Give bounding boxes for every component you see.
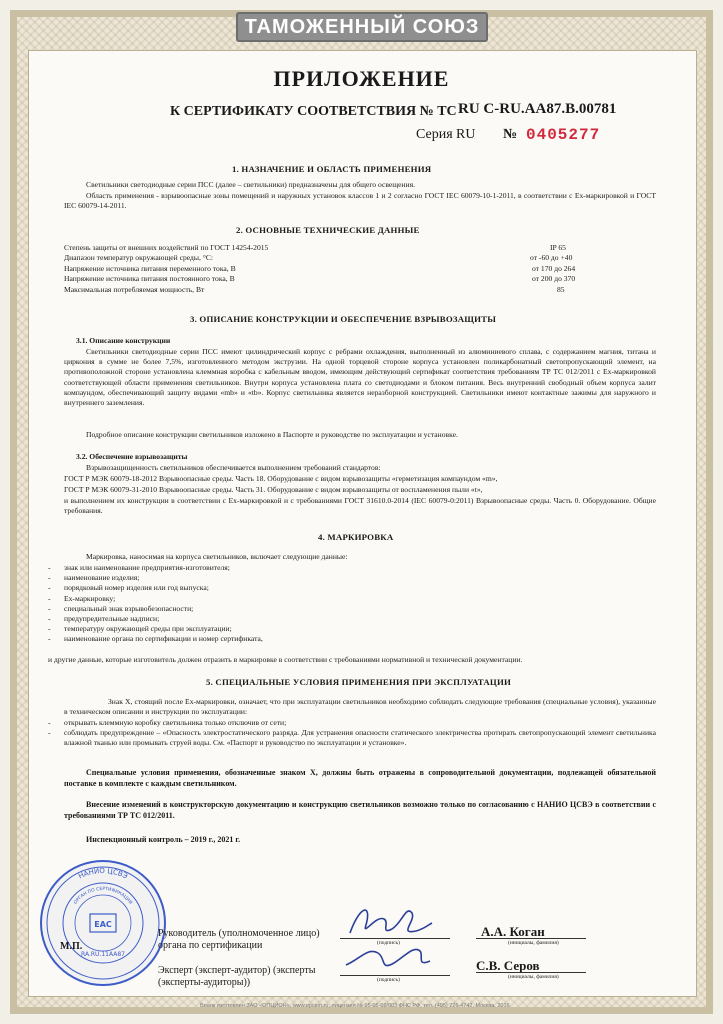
- tech-row-value: от -60 до +40: [530, 253, 573, 263]
- expert-signature-line: [340, 975, 450, 976]
- number-symbol: №: [503, 127, 518, 142]
- customs-union-banner: ТАМОЖЕННЫЙ СОЮЗ: [236, 12, 488, 42]
- head-name: А.А. Коган: [481, 924, 545, 939]
- tech-data-table: [64, 243, 656, 295]
- section-3-paragraph-6: и выполнением их конструкции в соответствии с Ex-маркировкой и с требованиями ГОСТ 31610.0-2014 (IEC 60079-0:2011) Взрывоопасные среды. Часть 0. Оборудование. Общие требования.: [64, 496, 656, 516]
- tech-row: [64, 243, 656, 253]
- list-item: - соблюдать предупреждение – «Опасность электростатического разряда. Для устранения опасности статического электричества протирать светопропускающий элемент светильника влажной тканью или промывать струей воды. См. «Паспорт и руководство по эксплуатации и установке».: [48, 728, 656, 748]
- list-item: - знак или наименование предприятия-изготовителя;: [48, 563, 230, 572]
- list-item: - специальный знак взрывобезопасности;: [48, 603, 194, 613]
- certificate-subtitle: К СЕРТИФИКАТУ СООТВЕТСТВИЯ № ТС: [170, 104, 457, 119]
- list-item: - предупредительные надписи;: [48, 614, 160, 624]
- tech-row-value: от 170 до 264: [532, 263, 576, 273]
- tech-row-value: от 200 до 370: [532, 274, 576, 284]
- section-3-paragraph-2: Подробное описание конструкции светильников изложено в Паспорте и руководстве по эксплуатации и установке.: [86, 430, 458, 439]
- certification-stamp: [36, 856, 170, 990]
- expert-name-caption: (инициалы, фамилия): [508, 974, 559, 980]
- tech-row: [64, 274, 656, 284]
- expert-name-line: [476, 972, 586, 973]
- conditions-list: [48, 718, 656, 749]
- tech-row-value: IP 65: [550, 243, 566, 252]
- inspection-control: Инспекционный контроль – 2019 г., 2021 г.: [86, 835, 241, 844]
- tech-row: [64, 253, 656, 263]
- stamp-code: RA.RU.11AA87: [81, 951, 125, 958]
- series-label: Серия: [416, 127, 453, 142]
- section-1-paragraph-1: Светильники светодиодные серии ПСС (далее – светильники) предназначены для общего освещения.: [86, 180, 415, 189]
- section-2-heading: 2. ОСНОВНЫЕ ТЕХНИЧЕСКИЕ ДАННЫЕ: [236, 225, 420, 235]
- form-footer: Бланк изготовлен ЗАО «ОПЦИОН», www.opcion.ru, лицензия № 05-05-09/003 ФНС РФ, тел. (495) 726-4742, Москва, 2016: [200, 1003, 510, 1009]
- section-4-outro: и другие данные, которые изготовитель должен отразить в маркировке в соответствии с требованиями нормативной и технической документации.: [48, 655, 523, 664]
- section-3-heading: 3. ОПИСАНИЕ КОНСТРУКЦИИ И ОБЕСПЕЧЕНИЕ ВЗРЫВОЗАЩИТЫ: [190, 314, 497, 324]
- section-3-paragraph-4: ГОСТ Р МЭК 60079-18-2012 Взрывоопасные среды. Часть 18. Оборудование с видом взрывозащиты «герметизация компаундом «m»,: [64, 474, 498, 483]
- seal-place-label: М.П.: [60, 941, 83, 952]
- stamp-text: НАНИО ЦСВЭ: [77, 866, 129, 881]
- tech-row: [64, 264, 656, 274]
- list-item: - наименование изделия;: [48, 573, 140, 583]
- head-signature-line: [340, 938, 450, 939]
- tech-row-value: 85: [557, 284, 565, 294]
- tech-row-label: Максимальная потребляемая мощность, Вт: [64, 284, 205, 294]
- section-3-paragraph-5: ГОСТ Р МЭК 60079-31-2010 Взрывоопасные среды. Часть 31. Оборудование с видом взрывозащиты от воспламенения пыли «t»,: [64, 485, 483, 494]
- section-4-heading: 4. МАРКИРОВКА: [318, 532, 394, 542]
- list-item: - Ex-маркировку;: [48, 593, 116, 603]
- page-title: ПРИЛОЖЕНИЕ: [273, 66, 450, 91]
- expert-signatory-label: Эксперт (эксперт-аудитор) (эксперты (эксперты-аудиторы)): [158, 965, 316, 988]
- list-item: - температуру окружающей среды при эксплуатации;: [48, 624, 232, 634]
- amendments-note: Внесение изменений в конструкторскую документацию и конструкцию светильников возможно только по согласованию с НАНИО ЦСВЭ в соответствии с требованиями ТР ТС 012/2011.: [64, 800, 656, 820]
- head-name-caption: (инициалы, фамилия): [508, 940, 559, 946]
- expert-name: С.В. Серов: [476, 958, 540, 973]
- tech-row: [64, 285, 656, 295]
- list-item: - наименование органа по сертификации и номер сертификата,: [48, 634, 263, 644]
- list-item: - открывать клеммную коробку светильника только отключив от сети;: [48, 718, 287, 727]
- list-item: - порядковый номер изделия или год выпуска;: [48, 583, 209, 593]
- section-4-intro: Маркировка, наносимая на корпуса светильников, включает следующие данные:: [86, 552, 348, 561]
- head-name-line: [476, 938, 586, 939]
- head-signatory-label: Руководитель (уполномоченное лицо) органа по сертификации: [158, 928, 320, 951]
- tech-row-label: Диапазон температур окружающей среды, °С:: [64, 253, 214, 263]
- certificate-number: RU C-RU.AA87.B.00781: [458, 101, 617, 117]
- subsection-3-2-heading: 3.2. Обеспечение взрывозащиты: [76, 452, 188, 461]
- head-signature-caption: (подпись): [377, 940, 400, 946]
- section-5-paragraph-1: Знак Х, стоящий после Ex-маркировки, означает, что при эксплуатации светильников необходимо соблюдать следующие требования (специальные условия), указанные в техническом описании и инструкции по эксплуатации:: [64, 697, 656, 717]
- section-3-paragraph-1: Светильники светодиодные серии ПСС имеют цилиндрический корпус с ребрами охлаждения, выполненный из алюминиевого сплава, с содержанием магния, титана и циркония в сумме не более 7,5%, изготовленного методом экструзии. На одной торцевой стороне корпуса установлен поликарбонатный светопропускающий элемент, на противоположной стороне установлена клеммная коробка с кабельным вводом, имеющим действующий сертификат соответствия требованиям ТР ТС 012/2011 с Ex-маркировкой соответствующей области применения светильников. Внутри корпуса установлена плата со светодиодами и блоком питания. Весь внутренний свободный объем корпуса залит компаундом, обеспечивающий защиту видами «mb» и «tb». Корпус светильника является неразборной конструкцией. Светильники имеют контактные зажимы для наружного и внутреннего заземления.: [64, 347, 656, 408]
- tech-row-label: Напряжение источника питания постоянного тока, В: [64, 274, 235, 284]
- serial-number: 0405277: [526, 126, 601, 144]
- expert-signature-caption: (подпись): [377, 977, 400, 983]
- svg-text:EAC: EAC: [94, 920, 112, 929]
- stamp-inner-text: ОРГАН ПО СЕРТИФИКАЦИИ: [73, 886, 133, 906]
- section-1-heading: 1. НАЗНАЧЕНИЕ И ОБЛАСТЬ ПРИМЕНЕНИЯ: [232, 164, 432, 174]
- marking-list: [48, 563, 656, 645]
- series-value: RU: [456, 127, 476, 142]
- tech-row-label: Степень защиты от внешних воздействий по ГОСТ 14254-2015: [64, 243, 269, 252]
- section-3-paragraph-3: Взрывозащищенность светильников обеспечивается выполнением требований стандартов:: [86, 463, 381, 472]
- section-1-paragraph-2: Область применения - взрывоопасные зоны помещений и наружных установок классов 1 и 2 согласно ГОСТ IEC 60079-10-1-2011, в соответствии с Ex-маркировкой и ГОСТ IEC 60079-14-2011.: [64, 191, 656, 211]
- tech-row-label: Напряжение источника питания переменного тока, В: [64, 263, 236, 273]
- section-5-heading: 5. СПЕЦИАЛЬНЫЕ УСЛОВИЯ ПРИМЕНЕНИЯ ПРИ ЭКСПЛУАТАЦИИ: [206, 677, 512, 687]
- special-conditions-note: Специальные условия применения, обозначенные знаком Х, должны быть отражены в сопроводительной документации, подлежащей обязательной поставке в комплекте с каждым светильником.: [64, 768, 656, 788]
- subsection-3-1-heading: 3.1. Описание конструкции: [76, 336, 171, 345]
